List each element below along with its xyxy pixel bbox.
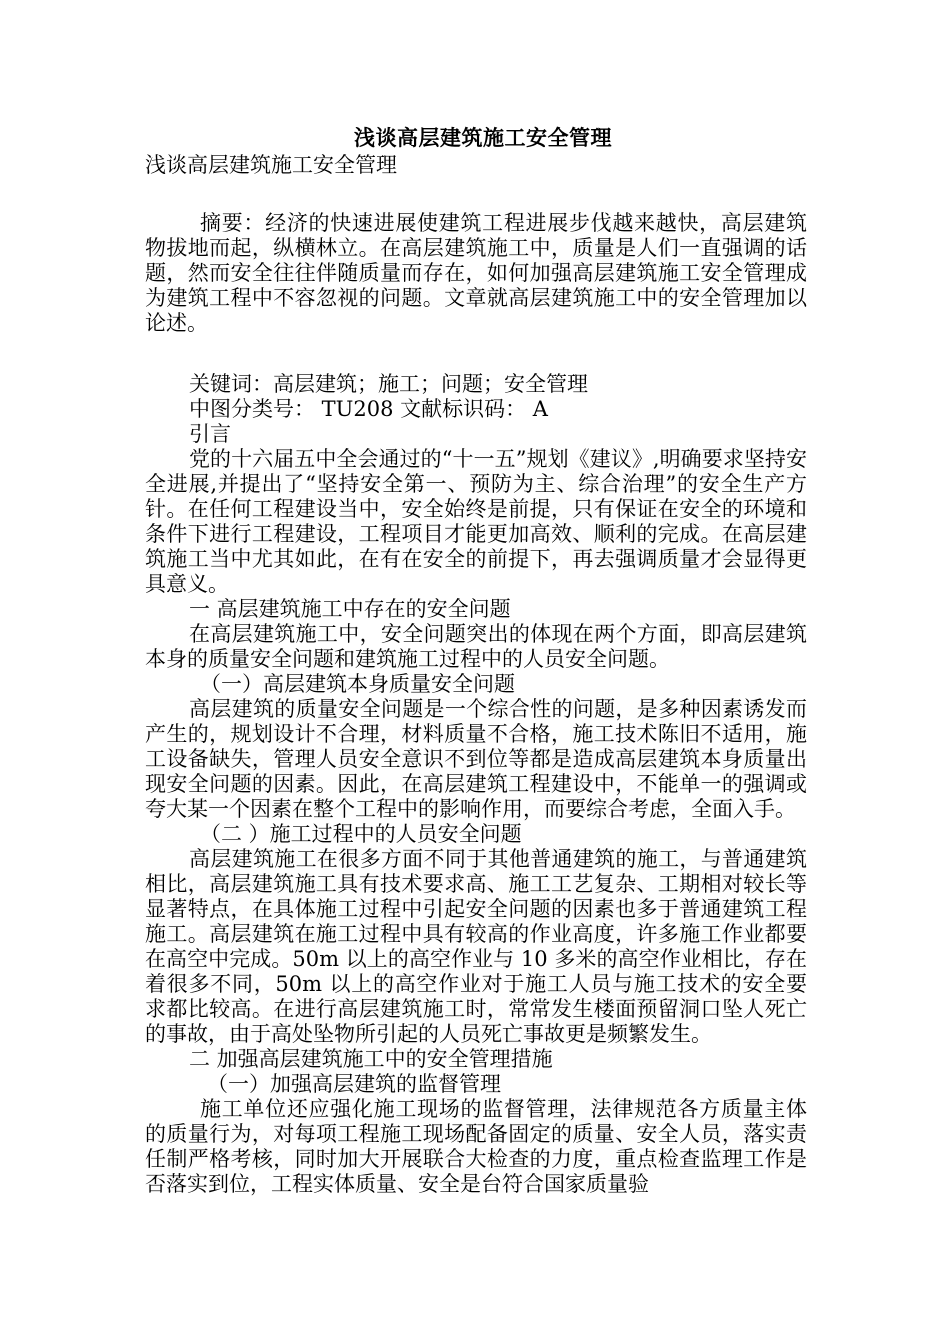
classification-line: 中图分类号： TU208 文献标识码： A bbox=[189, 397, 548, 421]
abstract-paragraph: 摘要：经济的快速进展使建筑工程进展步伐越来越快，高层建筑物拔地而起，纵横林立。在高层建筑施工中，质量是人们一直强调的话题，然而安全往往伴随质量而存在，如何加强高层建筑施工安全管理成为建筑工程中不容忽视的问题。文章就高层建筑施工中的安全管理加以论述。 bbox=[145, 211, 807, 335]
subsection1-paragraph: 高层建筑的质量安全问题是一个综合性的问题，是多种因素诱发而产生的，规划设计不合理，材料质量不合格，施工技术陈旧不适用，施工设备缺失，管理人员安全意识不到位等都是造成高层建筑本身质量出现安全问题的因素。因此，在高层建筑工程建设中，不能单一的强调或夸大某一个因素在整个工程中的影响作用，而要综合考虑，全面入手。 bbox=[145, 697, 807, 821]
document-title: 浅谈高层建筑施工安全管理 bbox=[354, 125, 612, 150]
intro-paragraph: 党的十六届五中全会通过的“十一五”规划《建议》,明确要求坚持安全进展,并提出了“坚持安全第一、预防为主、综合治理”的安全生产方针。在任何工程建设当中，安全始终是前提，只有保证在安全的环境和条件下进行工程建设，工程项目才能更加高效、顺利的完成。在高层建筑施工当中尤其如此，在有在安全的前提下，再去强调质量才会显得更具意义。 bbox=[145, 447, 807, 596]
keywords-line: 关键词：高层建筑；施工；问题；安全管理 bbox=[189, 372, 588, 396]
section1-paragraph: 在高层建筑施工中，安全问题突出的体现在两个方面，即高层建筑本身的质量安全问题和建筑施工过程中的人员安全问题。 bbox=[145, 622, 807, 671]
section2-heading: 二 加强高层建筑施工中的安全管理措施 bbox=[189, 1047, 553, 1071]
subsection2-paragraph: 高层建筑施工在很多方面不同于其他普通建筑的施工，与普通建筑相比，高层建筑施工具有技术要求高、施工工艺复杂、工期相对较长等显著特点，在具体施工过程中引起安全问题的因素也多于普通建筑工程施工。高层建筑在施工过程中具有较高的作业高度，许多施工作业都要在高空中完成。50m 以上的高空作业与 10 多米的高空作业相比，存在着很多不同，50m 以上的高空作业对于施工人员与施工技术的安全要求都比较高。在进行高层建筑施工时，常常发生楼面预留洞口坠人死亡的事故，由于高处坠物所引起的人员死亡事故更是频繁发生。 bbox=[145, 847, 807, 1046]
subsection3-heading: （一）加强高层建筑的监督管理 bbox=[207, 1072, 501, 1096]
document-page bbox=[145, 123, 807, 1197]
section1-heading: 一 高层建筑施工中存在的安全问题 bbox=[189, 597, 511, 621]
subsection1-heading: （一）高层建筑本身质量安全问题 bbox=[200, 672, 515, 696]
subsection2-heading: （二 ）施工过程中的人员安全问题 bbox=[200, 822, 522, 846]
subsection3-paragraph: 施工单位还应强化施工现场的监督管理，法律规范各方质量主体的质量行为，对每项工程施工现场配备固定的质量、安全人员，落实责任制严格考核，同时加大开展联合大检查的力度，重点检查监理工作是否落实到位，工程实体质量、安全是台符合国家质量验 bbox=[145, 1097, 807, 1196]
document-subtitle: 浅谈高层建筑施工安全管理 bbox=[145, 153, 397, 177]
intro-heading: 引言 bbox=[189, 422, 231, 446]
